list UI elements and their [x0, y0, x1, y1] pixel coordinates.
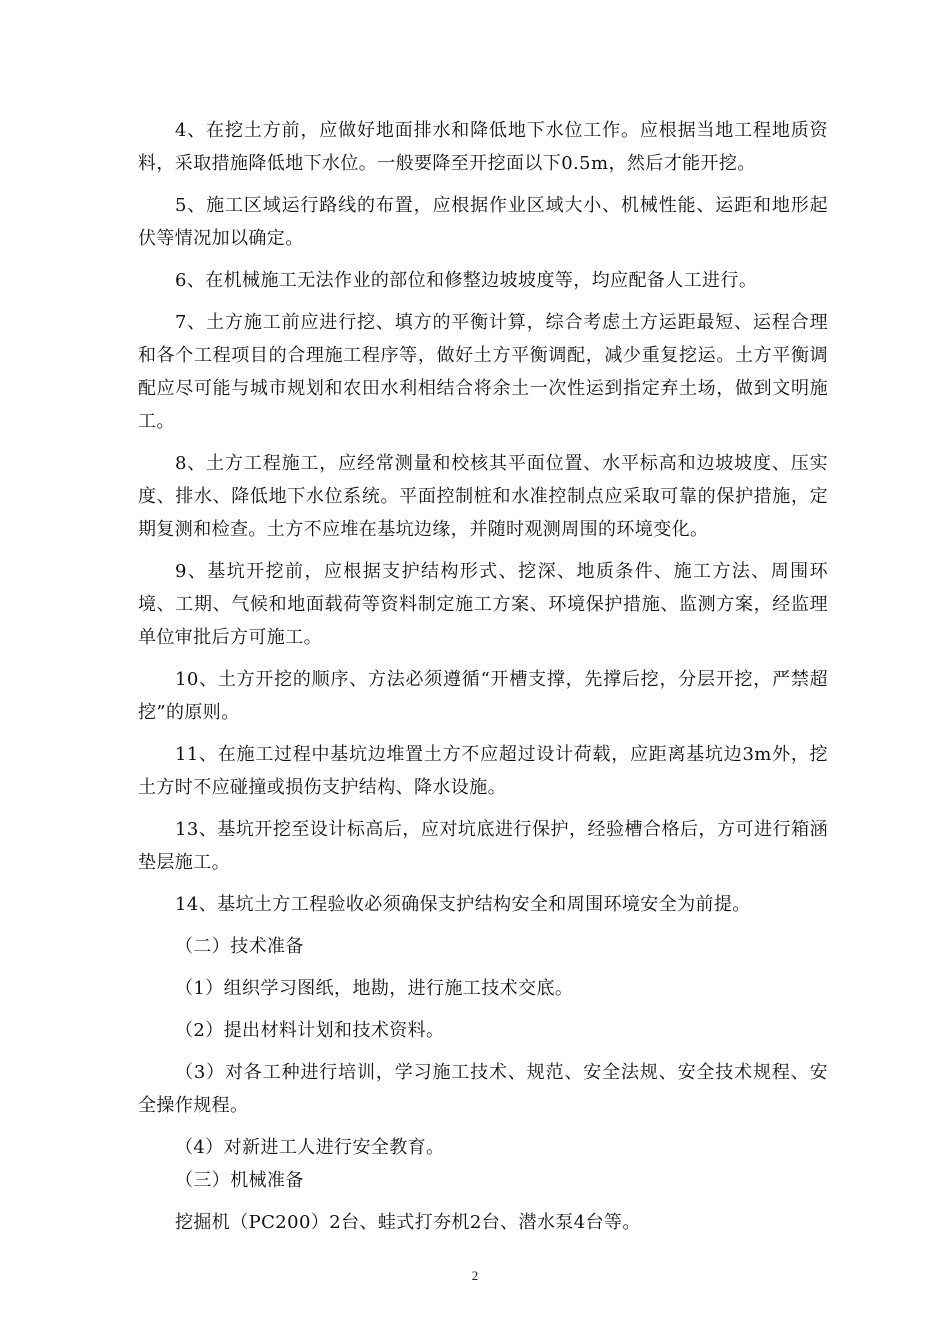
paragraph-item-7: 7、土方施工前应进行挖、填方的平衡计算，综合考虑土方运距最短、运程合理和各个工程项目的合理施工程序等，做好土方平衡调配，减少重复挖运。土方平衡调配应尽可能与城市规划和农田水利相结合将余土一次性运到指定弃土场，做到文明施工。 [138, 312, 828, 432]
technical-item-1: （1）组织学习图纸，地勘，进行施工技术交底。 [175, 978, 574, 999]
document-body [138, 114, 828, 1248]
section-heading-machinery-preparation: （三）机械准备 [175, 1170, 304, 1191]
paragraph-item-8: 8、土方工程施工，应经常测量和校核其平面位置、水平标高和边坡坡度、压实度、排水、降低地下水位系统。平面控制桩和水准控制点应采取可靠的保护措施，定期复测和检查。土方不应堆在基坑边缘，并随时观测周围的环境变化。 [138, 453, 828, 540]
page-number: 2 [471, 1268, 479, 1283]
paragraph-item-6: 6、在机械施工无法作业的部位和修整边坡坡度等，均应配备人工进行。 [175, 270, 758, 291]
section-heading-technical-preparation: （二）技术准备 [175, 936, 304, 957]
paragraph-item-13: 13、基坑开挖至设计标高后，应对坑底进行保护，经验槽合格后，方可进行箱涵垫层施工。 [138, 819, 828, 873]
technical-item-3: （3）对各工种进行培训，学习施工技术、规范、安全法规、安全技术规程、安全操作规程。 [138, 1062, 828, 1116]
paragraph-item-4: 4、在挖土方前，应做好地面排水和降低地下水位工作。应根据当地工程地质资料，采取措施降低地下水位。一般要降至开挖面以下0.5m，然后才能开挖。 [138, 120, 828, 174]
technical-item-2: （2）提出材料计划和技术资料。 [175, 1020, 445, 1041]
paragraph-item-10: 10、土方开挖的顺序、方法必须遵循“开槽支撑，先撑后挖，分层开挖，严禁超挖”的原则。 [138, 669, 828, 723]
paragraph-item-14: 14、基坑土方工程验收必须确保支护结构安全和周围环境安全为前提。 [175, 894, 751, 915]
machinery-list: 挖掘机（PC200）2台、蛙式打夯机2台、潜水泵4台等。 [175, 1212, 641, 1233]
paragraph-item-5: 5、施工区域运行路线的布置，应根据作业区域大小、机械性能、运距和地形起伏等情况加以确定。 [138, 195, 828, 249]
technical-item-4: （4）对新进工人进行安全教育。 [175, 1137, 445, 1158]
paragraph-item-11: 11、在施工过程中基坑边堆置土方不应超过设计荷载，应距离基坑边3m外，挖土方时不应碰撞或损伤支护结构、降水设施。 [138, 744, 828, 798]
paragraph-item-9: 9、基坑开挖前，应根据支护结构形式、挖深、地质条件、施工方法、周围环境、工期、气候和地面载荷等资料制定施工方案、环境保护措施、监测方案，经监理单位审批后方可施工。 [138, 561, 828, 648]
